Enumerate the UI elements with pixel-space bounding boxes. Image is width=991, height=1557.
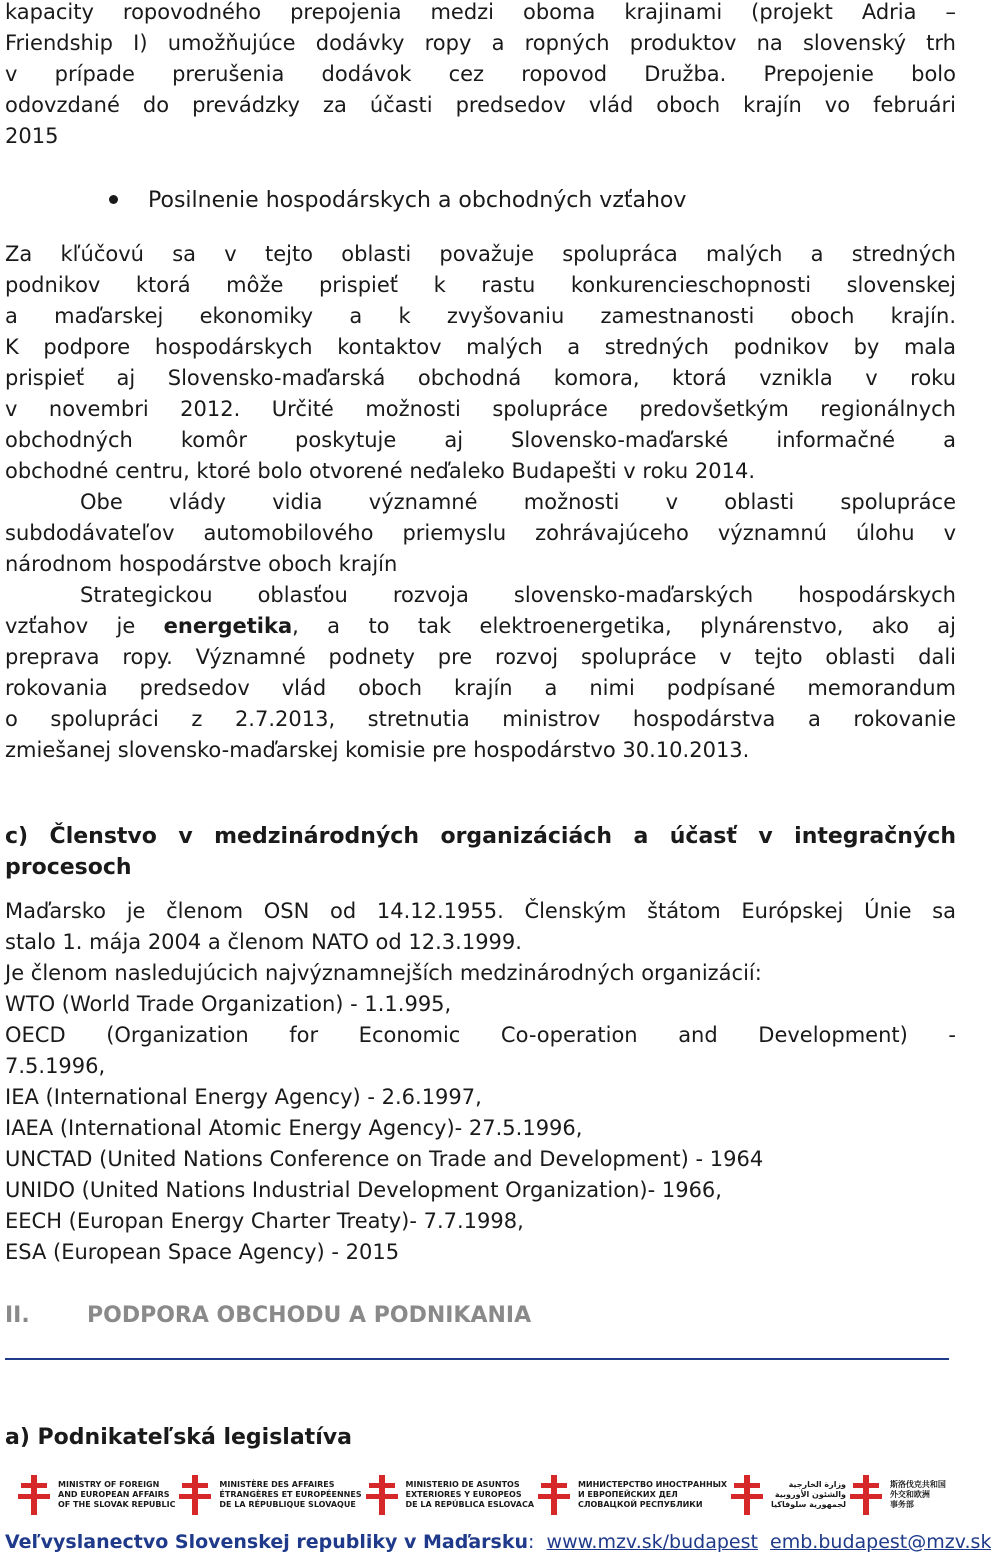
list-item: UNCTAD (United Nations Conference on Trade and Development) - 1964 (5, 1147, 764, 1171)
ministry-logo-en (16, 1473, 175, 1517)
double-cross-icon (848, 1473, 884, 1517)
ministry-logo-ru (536, 1473, 727, 1517)
logo-line: AND EUROPEAN AFFAIRS (58, 1490, 170, 1499)
email-link[interactable]: emb.budapest@mzv.sk (770, 1531, 991, 1553)
double-cross-icon (364, 1473, 400, 1517)
logo-line: MINISTERIO DE ASUNTOS (405, 1480, 520, 1489)
text-line: kapacity ropovodného prepojenia medzi oboma krajinami (projekt Adria – (5, 0, 956, 24)
bullet-item (109, 185, 686, 216)
text-line: v prípade prerušenia dodávok cez ropovod Družba. Prepojenie bolo (5, 62, 956, 86)
text-line: Za kľúčovú sa v tejto oblasti považuje spolupráca malých a stredných (5, 242, 956, 266)
list-item: OECD (Organization for Economic Co-operation and Development) - (5, 1023, 956, 1047)
logo-line: EXTERIORES Y EUROPEOS (405, 1490, 522, 1499)
paragraph-memberships (5, 896, 956, 1268)
list-item: IEA (International Energy Agency) - 2.6.1997, (5, 1085, 482, 1109)
text-line: prispieť aj Slovensko-maďarská obchodná komora, ktorá vznikla v roku (5, 366, 956, 390)
list-item: WTO (World Trade Organization) - 1.1.995, (5, 992, 452, 1016)
list-item: EECH (Europan Energy Charter Treaty)- 7.7.1998, (5, 1209, 524, 1233)
ministry-logo-ar (729, 1473, 846, 1517)
text-line: odovzdané do prevádzky za účasti predsedov vlád oboch krajín vo februári (5, 93, 956, 117)
text-line (5, 611, 956, 642)
text-line: Strategickou oblasťou rozvoja slovensko-maďarských hospodárskych (80, 583, 956, 607)
logo-line: MINISTÈRE DES AFFAIRES (219, 1480, 335, 1489)
text-line: 2015 (5, 124, 59, 148)
logo-line: DE LA RÉPUBLIQUE SLOVAQUE (219, 1500, 356, 1509)
logo-line: 外交和欧洲 (889, 1490, 930, 1499)
logo-line: OF THE SLOVAK REPUBLIC (58, 1500, 176, 1509)
list-item: UNIDO (United Nations Industrial Development Organization)- 1966, (5, 1178, 722, 1202)
double-cross-icon (16, 1473, 52, 1517)
bullet-text: Posilnenie hospodárskych a obchodných vzťahov (148, 188, 687, 213)
embassy-name: Veľvyslanectvo Slovenskej republiky v Maďarsku (5, 1531, 529, 1553)
text-line: v novembri 2012. Určité možnosti spolupráce predovšetkým regionálnych (5, 397, 956, 421)
section-heading-a (5, 1422, 956, 1453)
text-line: Maďarsko je členom OSN od 14.12.1955. Členským štátom Európskej Únie sa (5, 899, 956, 923)
logo-line: DE LA REPÚBLICA ESLOVACA (405, 1500, 535, 1509)
section-number: II. (5, 1303, 30, 1328)
text-line: obchodných komôr poskytuje aj Slovensko-maďarské informačné a (5, 428, 956, 452)
list-item: 7.5.1996, (5, 1054, 106, 1078)
logo-line: والشئون الأوروبية (774, 1490, 847, 1499)
paragraph-pipeline (5, 0, 956, 152)
section-heading-ii (5, 1303, 531, 1328)
text-line: Je členom nasledujúcich najvýznamnejších medzinárodných organizácií: (5, 961, 762, 985)
text-line: subdodávateľov automobilového priemyslu zohrávajúceho významnú úlohu v (5, 521, 956, 545)
ministry-logo-fr (177, 1473, 361, 1517)
footer-contact-line (5, 1531, 991, 1553)
section-title: PODPORA OBCHODU A PODNIKANIA (87, 1303, 532, 1328)
text-line: obchodné centru, ktoré bolo otvorené neďaleko Budapešti v roku 2014. (5, 459, 756, 483)
logo-line: MINISTRY OF FOREIGN (58, 1480, 160, 1489)
double-cross-icon (729, 1473, 765, 1517)
double-cross-icon (177, 1473, 213, 1517)
text-line: zmiešanej slovensko-maďarskej komisie pre hospodárstvo 30.10.2013. (5, 738, 750, 762)
ministry-logo-zh (848, 1473, 946, 1517)
list-item: IAEA (International Atomic Energy Agency)- 27.5.1996, (5, 1116, 583, 1140)
logo-line: МИНИСТЕРСТВО ИНОСТРАННЫХ (577, 1480, 728, 1489)
logo-line: ÉTRANGÈRES ET EUROPÉENNES (219, 1490, 362, 1499)
ministry-logo-es (364, 1473, 535, 1517)
footer-colon: : (528, 1531, 535, 1553)
logo-line: لجمهورية سلوفاكيا (771, 1500, 847, 1509)
text-line: preprava ropy. Významné podnety pre rozvoj spolupráce v tejto oblasti dali (5, 645, 956, 669)
text-line: K podpore hospodárskych kontaktov malých a stredných podnikov by mala (5, 335, 956, 359)
text-line: rokovania predsedov vlád oboch krajín a nimi podpísané memorandum (5, 676, 956, 700)
double-cross-icon (536, 1473, 572, 1517)
list-item: ESA (European Space Agency) - 2015 (5, 1240, 400, 1264)
text-line: o spolupráci z 2.7.2013, stretnutia ministrov hospodárstva a rokovanie (5, 707, 956, 731)
bullet-dot-icon (109, 195, 118, 204)
text-line: stalo 1. mája 2004 a členom NATO od 12.3.1999. (5, 930, 522, 954)
footer-logo-strip (16, 1466, 946, 1524)
heading-line: a) Podnikateľská legislatíva (5, 1425, 352, 1450)
logo-line: وزارة الخارجية (788, 1480, 847, 1489)
paragraph-sme-cooperation (5, 239, 956, 766)
heading-line: procesoch (5, 855, 132, 880)
heading-line: c) Členstvo v medzinárodných organizáciách a účasť v integračných (5, 824, 956, 849)
text-fragment: vzťahov je (5, 614, 164, 638)
text-line: Obe vlády vidia významné možnosti v oblasti spolupráce (80, 490, 956, 514)
header-rule (5, 1358, 949, 1360)
text-line: národnom hospodárstve oboch krajín (5, 552, 398, 576)
logo-line: 斯洛伐克共和国 (889, 1480, 946, 1489)
emphasis-energetika: energetika (163, 614, 293, 638)
text-line: podnikov ktorá môže prispieť k rastu konkurencieschopnosti slovenskej (5, 273, 956, 297)
website-link[interactable]: www.mzv.sk/budapest (546, 1531, 758, 1553)
logo-line: СЛОВАЦКОЙ РЕСПУБЛИКИ (577, 1500, 703, 1509)
logo-line: 事务部 (889, 1500, 914, 1509)
section-heading-c (5, 821, 956, 883)
logo-line: И ЕВРОПЕЙСКИХ ДЕЛ (577, 1490, 678, 1499)
text-line: a maďarskej ekonomiky a k zvyšovaniu zamestnanosti oboch krajín. (5, 304, 956, 328)
text-fragment: , a to tak elektroenergetika, plynárenstvo, ako aj (292, 614, 957, 638)
text-line: Friendship I) umožňujúce dodávky ropy a ropných produktov na slovenský trh (5, 31, 956, 55)
